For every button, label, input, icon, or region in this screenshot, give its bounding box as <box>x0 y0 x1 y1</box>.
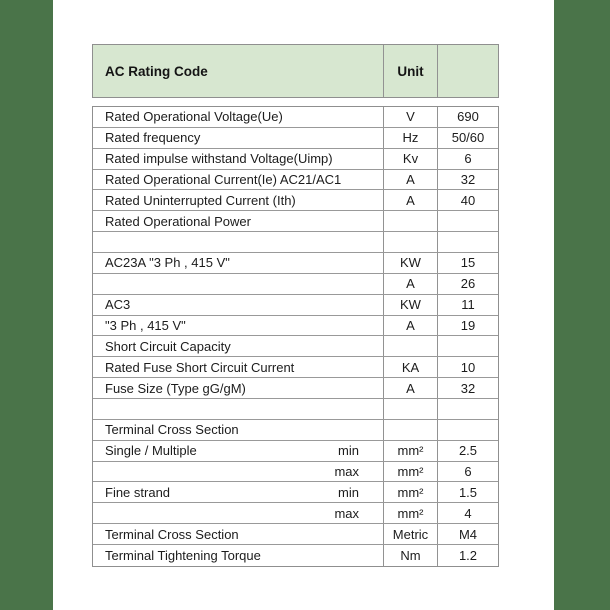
rating-label: Rated Uninterrupted Current (Ith) <box>105 192 296 208</box>
rating-label-cell <box>93 232 384 252</box>
table-header-value <box>438 45 498 97</box>
value-cell <box>438 336 498 356</box>
unit-cell: Metric <box>384 524 438 544</box>
table-row <box>93 420 498 441</box>
rating-label: Fuse Size (Type gG/gM) <box>105 380 246 396</box>
rating-label-cell <box>93 253 384 273</box>
value-cell <box>438 211 498 231</box>
rating-label-cell <box>93 274 384 294</box>
table-row <box>93 170 498 191</box>
rating-label-cell <box>93 462 384 482</box>
table-row <box>93 357 498 378</box>
unit-cell: Hz <box>384 128 438 148</box>
rating-label: Rated Fuse Short Circuit Current <box>105 359 295 375</box>
min-max-qualifier: max <box>334 505 359 521</box>
unit-cell: A <box>384 378 438 398</box>
rating-label-cell <box>93 107 384 127</box>
rating-label: AC23A "3 Ph , 415 V" <box>105 255 230 271</box>
unit-cell: KA <box>384 357 438 377</box>
unit-cell <box>384 211 438 231</box>
rating-label-cell <box>93 128 384 148</box>
rating-label-cell <box>93 399 384 419</box>
unit-cell: V <box>384 107 438 127</box>
table-body <box>92 106 499 567</box>
value-cell: 690 <box>457 109 479 125</box>
min-max-qualifier: max <box>334 464 359 480</box>
unit-cell: Nm <box>384 545 438 566</box>
unit-cell: A <box>384 274 438 294</box>
table-row <box>93 211 498 232</box>
unit-cell: mm² <box>384 503 438 523</box>
rating-label-cell <box>93 420 384 440</box>
rating-label: Terminal Cross Section <box>105 422 239 438</box>
unit-cell <box>384 232 438 252</box>
table-header-title: AC Rating Code <box>93 45 384 97</box>
table-row <box>93 128 498 149</box>
table-row <box>93 524 498 545</box>
table-row <box>93 253 498 274</box>
table-row <box>93 190 498 211</box>
unit-cell: A <box>384 190 438 210</box>
rating-label-cell <box>93 149 384 169</box>
rating-label-cell <box>93 503 384 523</box>
value-cell: 32 <box>460 380 476 396</box>
rating-label-cell <box>93 524 384 544</box>
table-row <box>93 441 498 462</box>
value-cell: 32 <box>460 172 476 187</box>
rating-label-cell <box>93 378 384 398</box>
rating-label-cell <box>93 441 384 461</box>
rating-label: Rated impulse withstand Voltage(Uimp) <box>105 151 333 167</box>
rating-label: Terminal Tightening Torque <box>105 547 261 563</box>
value-cell: M4 <box>458 526 478 542</box>
ac-rating-spec-table <box>92 44 499 567</box>
min-max-qualifier: min <box>338 443 359 459</box>
value-cell: 10 <box>460 359 476 375</box>
unit-cell <box>384 399 438 419</box>
value-cell: 4 <box>464 505 472 521</box>
right-green-band <box>554 0 610 610</box>
value-cell: 11 <box>461 297 475 313</box>
rating-label-cell <box>93 190 384 210</box>
table-row <box>93 482 498 503</box>
rating-label-cell <box>93 211 384 231</box>
value-cell: 2.5 <box>458 443 478 459</box>
table-row <box>93 378 498 399</box>
table-row <box>93 503 498 524</box>
rating-label: Rated frequency <box>105 130 201 146</box>
unit-cell: A <box>384 316 438 336</box>
table-row <box>93 336 498 357</box>
value-cell: 19 <box>460 318 476 334</box>
rating-label: Fine strand <box>105 484 171 500</box>
value-cell <box>438 420 498 440</box>
rating-label: Terminal Cross Section <box>105 526 239 542</box>
value-cell: 50/60 <box>451 130 485 146</box>
value-cell: 15 <box>460 255 476 271</box>
table-row <box>93 316 498 337</box>
table-header-row <box>92 44 499 98</box>
left-green-band <box>0 0 53 610</box>
value-cell: 40 <box>460 192 476 208</box>
table-row <box>93 274 498 295</box>
rating-label-cell <box>93 357 384 377</box>
unit-cell: KW <box>384 295 438 315</box>
unit-cell: A <box>384 170 438 190</box>
value-cell: 6 <box>464 464 472 480</box>
table-row <box>93 545 498 566</box>
rating-label: AC3 <box>105 297 131 313</box>
value-cell: 26 <box>460 276 476 292</box>
table-row <box>93 232 498 253</box>
table-row <box>93 107 498 128</box>
rating-label-cell <box>93 336 384 356</box>
unit-cell: mm² <box>384 441 438 461</box>
min-max-qualifier: min <box>338 484 359 500</box>
value-cell: 6 <box>464 151 472 167</box>
table-row <box>93 149 498 170</box>
value-cell: 1.5 <box>458 484 478 500</box>
rating-label-cell <box>93 295 384 315</box>
table-row <box>93 399 498 420</box>
unit-cell <box>384 420 438 440</box>
unit-cell <box>384 336 438 356</box>
rating-label-cell <box>93 170 384 190</box>
rating-label: Rated Operational Voltage(Ue) <box>105 109 283 125</box>
rating-label: Short Circuit Capacity <box>105 338 231 354</box>
unit-cell: Kv <box>384 149 438 169</box>
unit-cell: mm² <box>384 482 438 502</box>
value-cell <box>438 232 498 252</box>
rating-label: Rated Operational Power <box>105 213 251 229</box>
value-cell <box>438 399 498 419</box>
rating-label: Rated Operational Current(Ie) AC21/AC1 <box>105 172 342 187</box>
unit-cell: KW <box>384 253 438 273</box>
table-row <box>93 295 498 316</box>
value-cell: 1.2 <box>458 547 478 563</box>
rating-label-cell <box>93 482 384 502</box>
unit-cell: mm² <box>384 462 438 482</box>
rating-label: Single / Multiple <box>105 443 197 459</box>
table-row <box>93 462 498 483</box>
rating-label-cell <box>93 316 384 336</box>
table-header-unit: Unit <box>384 45 438 97</box>
rating-label: "3 Ph , 415 V" <box>105 318 186 334</box>
rating-label-cell <box>93 545 384 566</box>
